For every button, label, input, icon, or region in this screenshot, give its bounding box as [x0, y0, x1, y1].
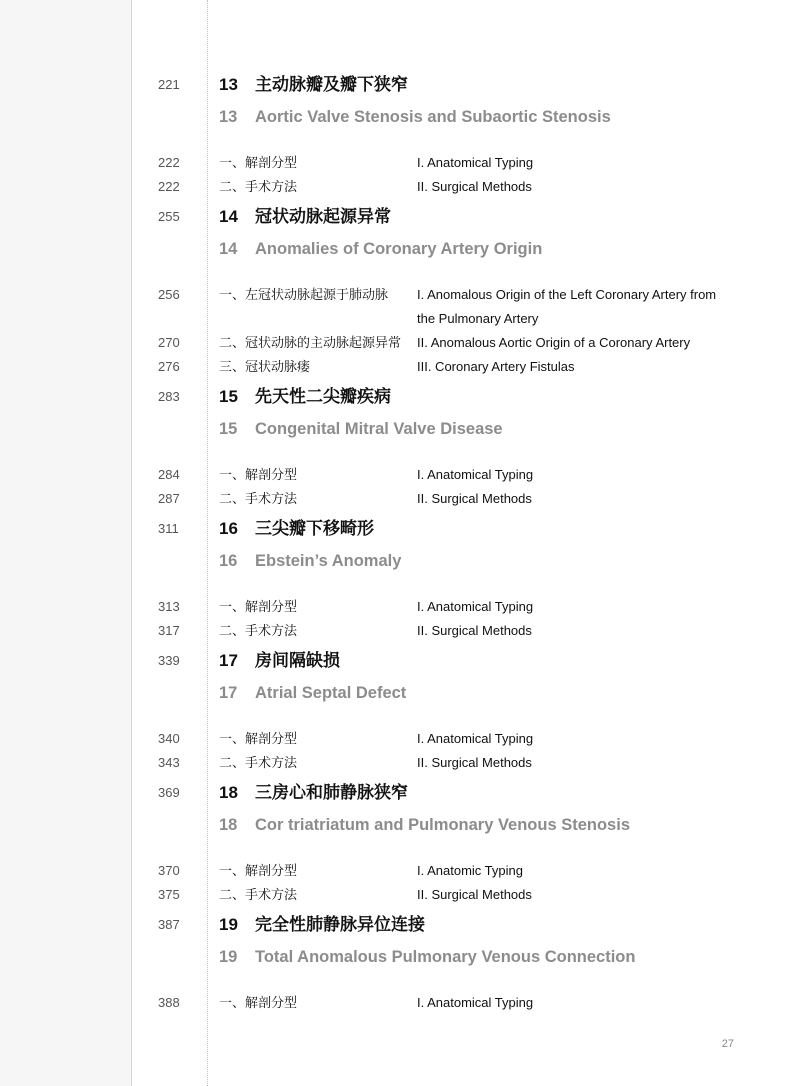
section-page-number: 222: [158, 155, 180, 170]
chapter-page-number: 339: [158, 653, 180, 668]
chapter-title-cn[interactable]: [219, 385, 391, 409]
section-title-cn: 一、解剖分型: [219, 599, 298, 614]
section-title-cn: 一、解剖分型: [219, 155, 298, 170]
chapter-number: 19: [219, 948, 238, 966]
section-page-number: 270: [158, 335, 180, 350]
section-title-en: II. Surgical Methods: [417, 623, 532, 638]
toc-section-row[interactable]: [0, 991, 800, 1015]
section-title-en: III. Coronary Artery Fistulas: [417, 359, 575, 374]
chapter-page-number: 369: [158, 785, 180, 800]
section-title-en: I. Anatomical Typing: [417, 599, 534, 614]
section-title-en: II. Surgical Methods: [417, 491, 532, 506]
toc-section-row[interactable]: [0, 727, 800, 751]
section-title-en: I. Anomalous Origin of the Left Coronary Artery from the Pulmonary Artery: [417, 287, 717, 326]
toc-section-row[interactable]: [0, 751, 800, 775]
toc-section-row[interactable]: [0, 463, 800, 487]
section-title-en: I. Anatomical Typing: [417, 467, 534, 482]
chapter-number: 16: [219, 552, 238, 570]
chapter-page-number: 283: [158, 389, 180, 404]
chapter-title-cn-text: 先天性二尖瓣疾病: [255, 387, 391, 406]
section-title-cn: 一、解剖分型: [219, 995, 298, 1010]
section-title-cn: 二、手术方法: [219, 755, 298, 770]
chapter-number: 16: [219, 519, 238, 538]
chapter-title-en[interactable]: [219, 237, 542, 261]
section-title-cn: 二、冠状动脉的主动脉起源异常: [219, 335, 402, 350]
chapter-title-cn-text: 冠状动脉起源异常: [255, 207, 391, 226]
chapter-page-number: 221: [158, 77, 180, 92]
chapter-number: 14: [219, 207, 238, 226]
chapter-title-en[interactable]: [219, 105, 611, 129]
chapter-number: 15: [219, 387, 238, 406]
section-page-number: 284: [158, 467, 180, 482]
section-title-en: II. Surgical Methods: [417, 887, 532, 902]
page-number: 27: [721, 1038, 734, 1050]
section-title-cn: 二、手术方法: [219, 179, 298, 194]
section-page-number: 313: [158, 599, 180, 614]
chapter-title-cn[interactable]: [219, 205, 391, 229]
chapter-title-cn[interactable]: [219, 913, 425, 937]
section-page-number: 343: [158, 755, 180, 770]
chapter-number: 14: [219, 240, 238, 258]
toc-section-row[interactable]: [0, 595, 800, 619]
toc-section-row[interactable]: [0, 487, 800, 511]
chapter-number: 15: [219, 420, 238, 438]
chapter-number: 13: [219, 108, 238, 126]
chapter-page-number: 255: [158, 209, 180, 224]
chapter-title-cn[interactable]: [219, 517, 374, 541]
chapter-title-cn[interactable]: [219, 73, 408, 97]
chapter-title-cn[interactable]: [219, 781, 408, 805]
section-page-number: 287: [158, 491, 180, 506]
chapter-title-en[interactable]: [219, 681, 406, 705]
chapter-title-cn-text: 房间隔缺损: [255, 651, 340, 670]
chapter-number: 13: [219, 75, 238, 94]
section-title-en: II. Surgical Methods: [417, 179, 532, 194]
chapter-title-en[interactable]: [219, 549, 401, 573]
chapter-title-en[interactable]: [219, 417, 503, 441]
chapter-title-cn-text: 完全性肺静脉异位连接: [255, 915, 425, 934]
toc-section-row[interactable]: [0, 175, 800, 199]
toc-section-row[interactable]: [0, 151, 800, 175]
section-title-en: I. Anatomical Typing: [417, 731, 534, 746]
chapter-title-en-text: Aortic Valve Stenosis and Subaortic Stenosis: [255, 108, 611, 126]
chapter-title-en-text: Atrial Septal Defect: [255, 684, 407, 702]
chapter-page-number: 387: [158, 917, 180, 932]
chapter-title-en-text: Total Anomalous Pulmonary Venous Connection: [255, 948, 636, 966]
chapter-number: 17: [219, 651, 238, 670]
chapter-page-number: 311: [158, 521, 179, 536]
chapter-title-cn[interactable]: [219, 649, 340, 673]
chapter-title-en-text: Cor triatriatum and Pulmonary Venous Stenosis: [255, 816, 630, 834]
section-page-number: 317: [158, 623, 180, 638]
chapter-number: 17: [219, 684, 238, 702]
chapter-title-en[interactable]: [219, 945, 635, 969]
section-page-number: 276: [158, 359, 180, 374]
section-title-cn: 三、冠状动脉瘘: [219, 359, 311, 374]
section-title-cn: 二、手术方法: [219, 623, 298, 638]
section-page-number: 256: [158, 287, 180, 302]
chapter-number: 18: [219, 816, 238, 834]
section-title-cn: 一、左冠状动脉起源于肺动脉: [219, 287, 389, 302]
section-page-number: 370: [158, 863, 180, 878]
section-title-en: II. Anomalous Aortic Origin of a Coronary Artery: [417, 335, 691, 350]
section-page-number: 375: [158, 887, 180, 902]
section-page-number: 388: [158, 995, 180, 1010]
toc-section-row[interactable]: [0, 331, 800, 355]
toc-section-row[interactable]: [0, 619, 800, 643]
chapter-title-cn-text: 主动脉瓣及瓣下狭窄: [255, 75, 408, 94]
section-title-en: II. Surgical Methods: [417, 755, 532, 770]
section-page-number: 340: [158, 731, 180, 746]
section-title-cn: 二、手术方法: [219, 491, 298, 506]
section-page-number: 222: [158, 179, 180, 194]
toc-section-row[interactable]: [0, 283, 800, 326]
section-title-cn: 二、手术方法: [219, 887, 298, 902]
toc-section-row[interactable]: [0, 355, 800, 379]
section-title-en: I. Anatomical Typing: [417, 155, 534, 170]
section-title-en: I. Anatomic Typing: [417, 863, 523, 878]
section-title-cn: 一、解剖分型: [219, 863, 298, 878]
chapter-title-cn-text: 三尖瓣下移畸形: [255, 519, 374, 538]
chapter-number: 19: [219, 915, 238, 934]
chapter-title-en-text: Ebstein’s Anomaly: [255, 552, 402, 570]
section-title-cn: 一、解剖分型: [219, 731, 298, 746]
section-title-en: I. Anatomical Typing: [417, 995, 534, 1010]
chapter-number: 18: [219, 783, 238, 802]
chapter-title-en-text: Congenital Mitral Valve Disease: [255, 420, 503, 438]
chapter-title-en-text: Anomalies of Coronary Artery Origin: [255, 240, 543, 258]
toc-section-row[interactable]: [0, 883, 800, 907]
chapter-title-cn-text: 三房心和肺静脉狭窄: [255, 783, 408, 802]
toc-section-row[interactable]: [0, 859, 800, 883]
section-title-cn: 一、解剖分型: [219, 467, 298, 482]
chapter-title-en[interactable]: [219, 813, 630, 837]
